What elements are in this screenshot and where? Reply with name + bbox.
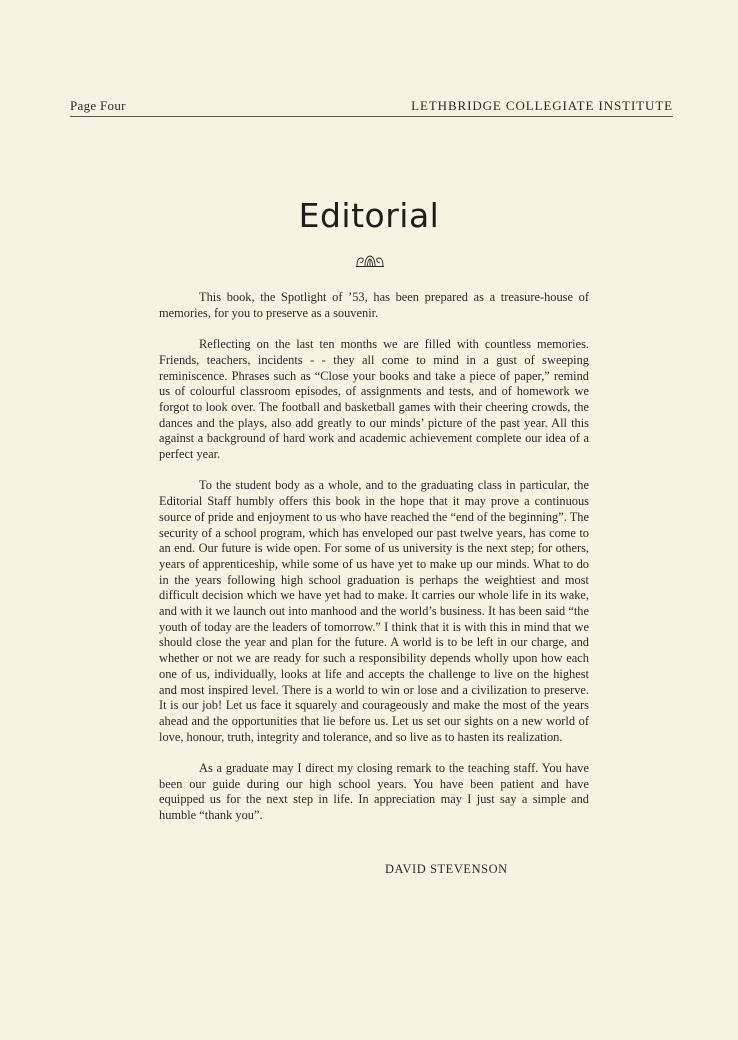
page-header <box>70 98 673 117</box>
article-title: Editorial <box>298 196 440 235</box>
decorative-flourish-icon <box>355 254 385 268</box>
paragraph: Reflecting on the last ten months we are filled with countless memories. Friends, teachers, incidents - - they all come to mind in a gust of sweeping reminiscence. Phrases such as “Close your books and take a piece of paper,” remind us of colourful classroom episodes, of assignments and tests, and of homework we forgot to look over. The football and basketball games with their cheering crowds, the dances and the plays, also add greatly to our minds’ picture of the past year. All this against a background of hard work and academic achievement complete our idea of a perfect year. <box>159 337 589 462</box>
paragraph: As a graduate may I direct my closing remark to the teaching staff. You have been our guide during our high school years. You have been patient and have equipped us for the next step in life. In appreciation may I just say a simple and humble “thank you”. <box>159 761 589 823</box>
paragraph: This book, the Spotlight of ’53, has been prepared as a treasure-house of memories, for you to preserve as a souvenir. <box>159 290 589 320</box>
running-head: LETHBRIDGE COLLEGIATE INSTITUTE <box>411 98 673 113</box>
author-signature: DAVID STEVENSON <box>385 862 508 876</box>
paragraph: To the student body as a whole, and to the graduating class in particular, the Editorial Staff humbly offers this book in the hope that it may prove a continuous source of pride and enjoyment to us who have reached the “end of the beginning”. The security of a school program, which has enveloped our past twelve years, has come to an end. Our future is wide open. For some of us university is the next step; for others, years of apprenticeship, while some of us have yet to make up our minds. What to do in the years following high school graduation is perhaps the weightiest and most difficult decision which we have yet had to make. It carries our whole life in its wake, and with it we launch out into manhood and the world’s business. It has been said “the youth of today are the leaders of tomorrow.” I think that it is with this in mind that we should close the year and plan for the future. A world is to be left in our charge, and whether or not we are ready for such a responsibility depends wholly upon how each one of us, individually, looks at life and accepts the challenge to live on the highest and most inspired level. There is a world to win or lose and a civilization to preserve. It is our job! Let us face it squarely and courageously and make the most of the years ahead and the opportunities that lie before us. Let us set our sights on a new world of love, honour, truth, integrity and tolerance, and so live as to hasten its realization. <box>159 478 589 744</box>
article-body <box>159 290 589 840</box>
page-number: Page Four <box>70 98 126 113</box>
